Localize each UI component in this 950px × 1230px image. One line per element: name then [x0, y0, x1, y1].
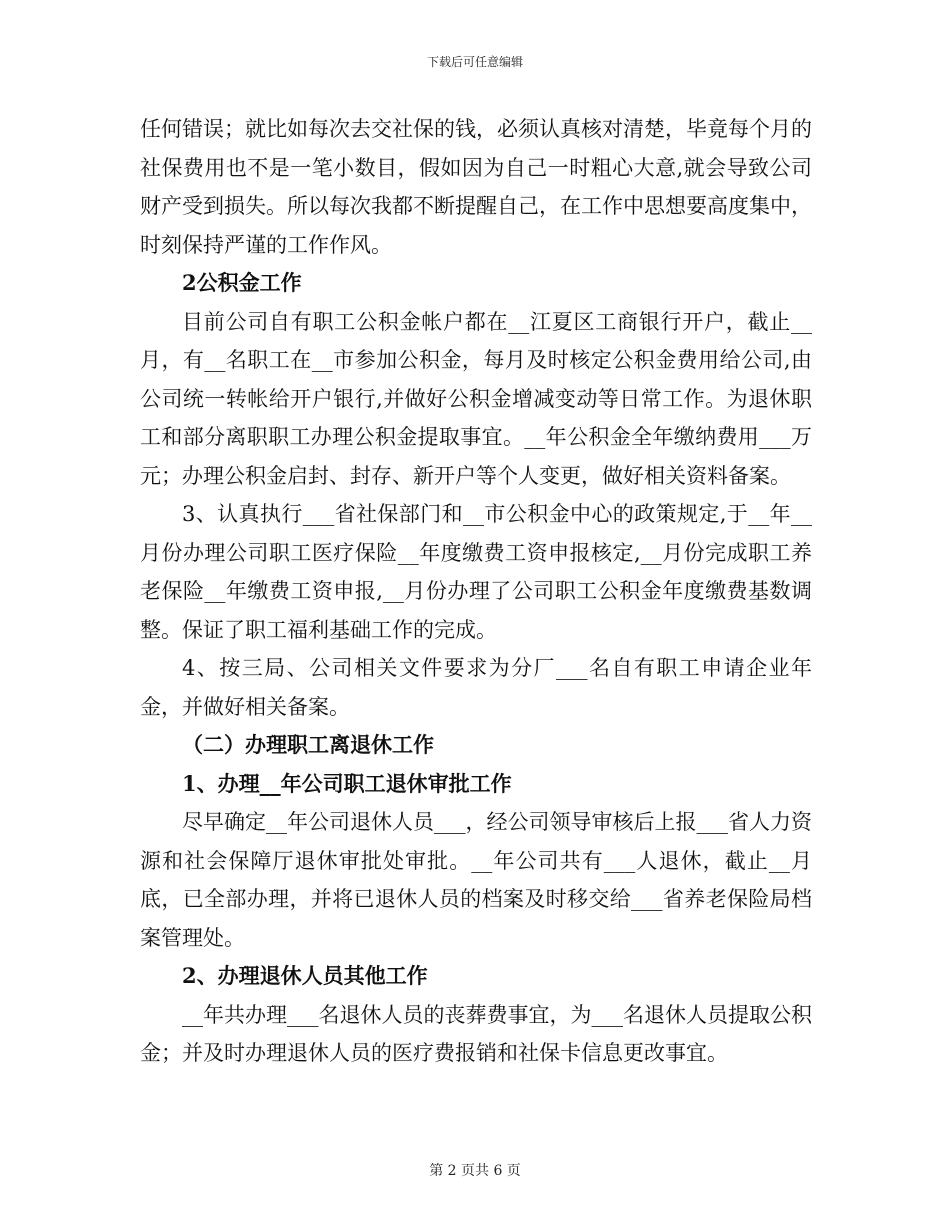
- heading-retiree-other-work: 2、办理退休人员其他工作: [182, 963, 428, 988]
- heading-housing-fund: 2公积金工作: [182, 270, 302, 295]
- paragraph-policy-execution: 3、认真执行___省社保部门和__市公积金中心的政策规定,于__年__月份办理公司职工医疗保险__年度缴费工资申报核定,__月份完成职工养老保险__年缴费工资申报,__月份办理了公司职工公积金年度缴费基数调整。保证了职工福利基础工作的完成。: [140, 502, 812, 642]
- paragraph-enterprise-annuity: 4、按三局、公司相关文件要求为分厂___名自有职工申请企业年金，并做好相关备案。: [140, 656, 812, 719]
- page-footer: 第 2 页共 6 页: [429, 1163, 521, 1179]
- paragraph-retirement-approval: 尽早确定__年公司退休人员___，经公司领导审核后上报___省人力资源和社会保障厅退休审批处审批。__年公司共有___人退休，截止__月底，已全部办理，并将已退休人员的档案及时移交给___省养老保险局档案管理处。: [140, 810, 812, 950]
- heading-retirement-approval: 1、办理__年公司职工退休审批工作: [182, 770, 512, 796]
- heading-retirement-work: （二）办理职工离退休工作: [182, 732, 434, 757]
- page-header: 下载后可任意编辑: [426, 55, 523, 69]
- paragraph-retiree-other-work: __年共办理___名退休人员的丧葬费事宜，为___名退休人员提取公积金；并及时办理退休人员的医疗费报销和社保卡信息更改事宜。: [140, 1002, 812, 1065]
- paragraph-social-security-care: 任何错误；就比如每次去交社保的钱，必须认真核对清楚，毕竟每个月的社保费用也不是一笔小数目，假如因为自己一时粗心大意,就会导致公司财产受到损失。所以每次我都不断提醒自己，在工作中思想要高度集中，时刻保持严谨的工作作风。: [140, 117, 812, 257]
- paragraph-housing-fund: 目前公司自有职工公积金帐户都在__江夏区工商银行开户，截止__月，有__名职工在__市参加公积金，每月及时核定公积金费用给公司,由公司统一转帐给开户银行,并做好公积金增减变动等日常工作。为退休职工和部分离职职工办理公积金提取事宜。__年公积金全年缴纳费用___万元；办理公积金启封、封存、新开户等个人变更，做好相关资料备案。: [140, 309, 812, 488]
- document-body: [140, 110, 812, 1073]
